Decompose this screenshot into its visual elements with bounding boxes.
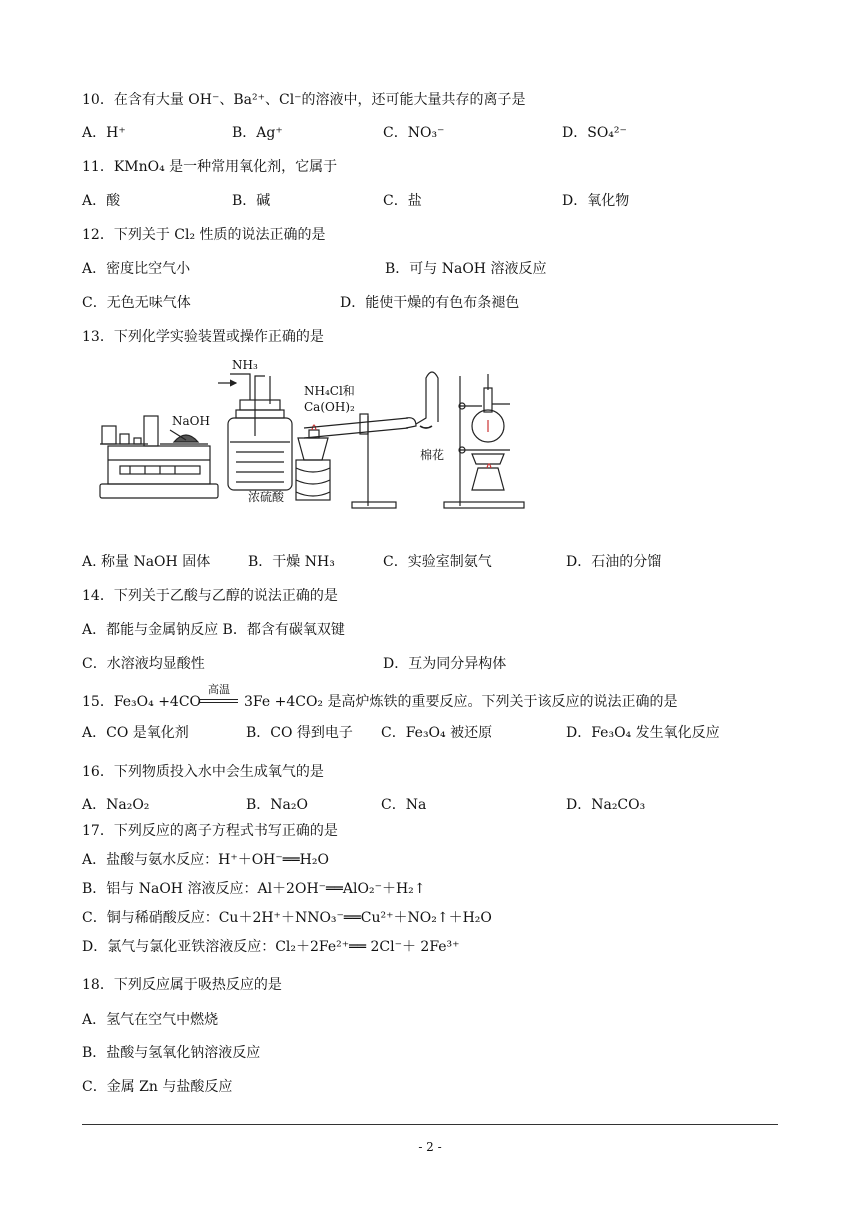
q10-option-c: C．NO₃⁻ xyxy=(383,125,445,141)
q10-option-d: D．SO₄²⁻ xyxy=(562,125,627,141)
q13-option-b: B．干燥 NH₃ xyxy=(248,554,335,570)
footer-rule xyxy=(82,1124,778,1125)
q17-option-d: D．氯气与氯化亚铁溶液反应：Cl₂＋2Fe²⁺══ 2Cl⁻＋ 2Fe³⁺ xyxy=(82,939,460,955)
q13-apparatus-figure xyxy=(90,356,550,520)
q11-option-a: A．酸 xyxy=(82,193,121,209)
q17-option-a: A．盐酸与氨水反应：H⁺＋OH⁻══H₂O xyxy=(82,852,329,868)
q11-option-c: C．盐 xyxy=(383,193,422,209)
q12-option-c: C．无色无味气体 xyxy=(82,295,191,311)
page-number: - 2 - xyxy=(418,1140,442,1154)
q18-option-c: C．金属 Zn 与盐酸反应 xyxy=(82,1079,233,1095)
label-cotton: 棉花 xyxy=(420,448,445,462)
q15-option-d: D．Fe₃O₄ 发生氧化反应 xyxy=(566,725,720,741)
label-reagent-2: Ca(OH)₂ xyxy=(304,400,355,414)
balance-diagram xyxy=(100,416,218,498)
label-nh3: NH₃ xyxy=(232,358,258,372)
q15-option-a: A．CO 是氧化剂 xyxy=(82,725,189,741)
condition-label: 高温 xyxy=(208,683,230,696)
q18-option-a: A．氢气在空气中燃烧 xyxy=(82,1012,219,1028)
q16-stem: 16．下列物质投入水中会生成氧气的是 xyxy=(82,764,324,780)
reaction-condition xyxy=(200,684,238,708)
q12-stem: 12．下列关于 Cl₂ 性质的说法正确的是 xyxy=(82,227,326,243)
q17-option-c: C．铜与稀硝酸反应：Cu＋2H⁺＋NNO₃⁻══Cu²⁺＋NO₂↑＋H₂O xyxy=(82,910,492,926)
q15-option-c: C．Fe₃O₄ 被还原 xyxy=(381,725,493,741)
label-reagent-1: NH₄Cl和 xyxy=(304,384,355,398)
q15-stem-right: 3Fe +4CO₂ 是高炉炼铁的重要反应。下列关于该反应的说法正确的是 xyxy=(244,694,678,710)
q12-option-b: B．可与 NaOH 溶液反应 xyxy=(385,261,547,277)
label-naoh: NaOH xyxy=(172,414,210,428)
q13-option-a: A. 称量 NaOH 固体 xyxy=(82,554,211,570)
q11-stem: 11．KMnO₄ 是一种常用氧化剂，它属于 xyxy=(82,159,338,175)
q12-option-a: A．密度比空气小 xyxy=(82,261,191,277)
q15-option-b: B．CO 得到电子 xyxy=(246,725,353,741)
q10-option-b: B．Ag⁺ xyxy=(232,125,283,141)
q18-option-b: B．盐酸与氢氧化钠溶液反应 xyxy=(82,1045,261,1061)
q17-stem: 17．下列反应的离子方程式书写正确的是 xyxy=(82,823,338,839)
q15-stem-left: 15．Fe₃O₄ +4CO xyxy=(82,694,202,710)
q13-option-d: D．石油的分馏 xyxy=(566,554,662,570)
q16-option-d: D．Na₂CO₃ xyxy=(566,797,646,813)
q11-option-d: D．氧化物 xyxy=(562,193,630,209)
q17-option-b: B．铝与 NaOH 溶液反应：Al＋2OH⁻══AlO₂⁻＋H₂↑ xyxy=(82,881,426,897)
q14-option-ab: A．都能与金属钠反应 B．都含有碳氧双键 xyxy=(82,622,345,638)
q14-option-c: C．水溶液均显酸性 xyxy=(82,656,205,672)
q11-option-b: B．碱 xyxy=(232,193,271,209)
q14-stem: 14．下列关于乙酸与乙醇的说法正确的是 xyxy=(82,588,338,604)
q10-option-a: A．H⁺ xyxy=(82,125,126,141)
q12-option-d: D．能使干燥的有色布条褪色 xyxy=(340,295,520,311)
label-acid: 浓硫酸 xyxy=(248,490,285,504)
q14-option-d: D．互为同分异构体 xyxy=(383,656,507,672)
q16-option-b: B．Na₂O xyxy=(246,797,308,813)
q16-option-a: A．Na₂O₂ xyxy=(82,797,150,813)
q10-stem: 10．在含有大量 OH⁻、Ba²⁺、Cl⁻的溶液中，还可能大量共存的离子是 xyxy=(82,92,526,108)
q13-stem: 13．下列化学实验装置或操作正确的是 xyxy=(82,329,324,345)
distillation-diagram xyxy=(444,374,524,508)
gas-wash-bottle-diagram xyxy=(218,374,292,490)
q16-option-c: C．Na xyxy=(381,797,427,813)
q13-option-c: C．实验室制氨气 xyxy=(383,554,492,570)
q18-stem: 18．下列反应属于吸热反应的是 xyxy=(82,977,282,993)
